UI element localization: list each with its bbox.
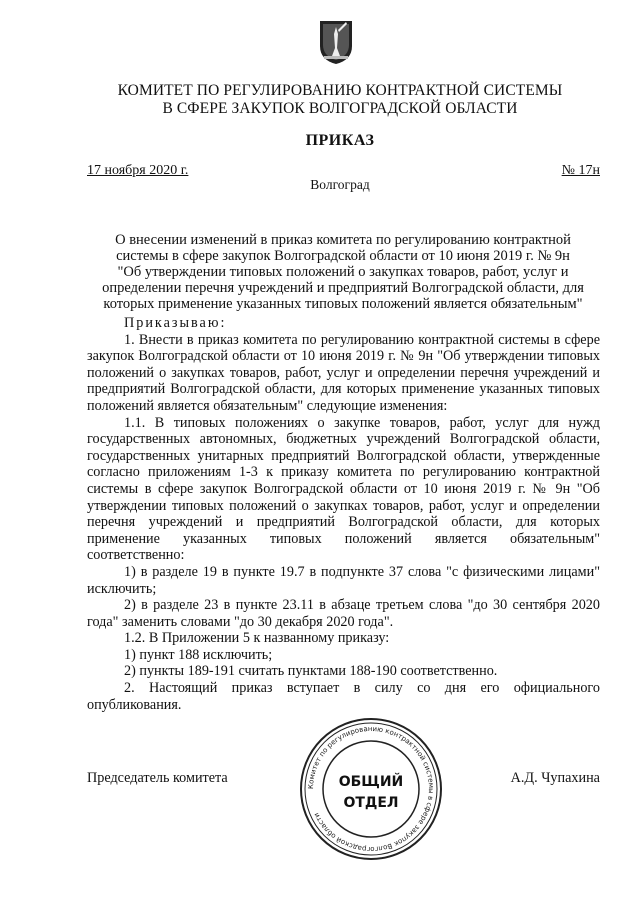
subject-line: "Об утверждении типовых положений о закупках товаров, работ, услуг и — [117, 264, 569, 280]
signatory-position: Председатель комитета — [87, 770, 228, 786]
document-title: ПРИКАЗ — [305, 132, 375, 149]
document-number: № 17н — [561, 163, 600, 178]
subject-line: системы в сфере закупок Волгоградской области от 10 июня 2019 г. № 9н — [116, 248, 570, 264]
official-stamp — [296, 714, 446, 864]
paragraph-1: 1. Внести в приказ комитета по регулированию контрактной системы в сфере закупок Волгоградской области от 10 июня 2019 г. № 9н "Об утверждении типовых положений о закупках товаров, работ, услуг и определении перечня учреждений и предприятий Волгоградской области, для которых применение указанных типовых положений является обязательным" следующие изменения: — [87, 331, 600, 414]
paragraph-1-1: 1.1. В типовых положениях о закупке товаров, работ, услуг для нужд государственных автономных, бюджетных учреждений Волгоградской области, государственных унитарных предприятий Волгоградской области, утвержденные согласно приложениям 1-3 к приказу комитета по регулированию контрактной системы в сфере закупок Волгоградской области от 10 июня 2019 г. № 9н "Об утверждении типовых положений о закупках товаров, работ, услуг и определении перечня учреждений и предприятий Волгоградской области, для которых применение указанных типовых положений является обязательным" соответственно: — [87, 414, 600, 564]
paragraph-1-2-item-2: 2) пункты 189-191 считать пунктами 188-190 соответственно. — [124, 663, 498, 680]
paragraph-1-2-item-1: 1) пункт 188 исключить; — [124, 646, 273, 663]
org-line-2: В СФЕРЕ ЗАКУПОК ВОЛГОГРАДСКОЙ ОБЛАСТИ — [162, 100, 518, 117]
order-word: Приказываю: — [124, 315, 227, 331]
document-body — [87, 315, 600, 713]
subject-line: которых применение указанных типовых положений является обязательным" — [103, 296, 583, 312]
stamp-center-line-1: ОБЩИЙ — [338, 774, 404, 790]
stamp-center-line-2: ОТДЕЛ — [343, 795, 399, 811]
signatory-name: А.Д. Чупахина — [510, 770, 600, 786]
coat-of-arms-emblem — [316, 18, 356, 66]
subject-line: О внесении изменений в приказ комитета по регулированию контрактной — [115, 232, 571, 248]
org-line-1: КОМИТЕТ ПО РЕГУЛИРОВАНИЮ КОНТРАКТНОЙ СИСТЕМЫ — [117, 82, 563, 99]
paragraph-1-1-item-1: 1) в разделе 19 в пункте 19.7 в подпункте 37 слова "с физическими лицами" исключить; — [87, 563, 600, 597]
organization-header — [80, 82, 600, 118]
subject-line: определении перечня учреждений и предприятий Волгоградской области, для — [102, 280, 584, 296]
document-date: 17 ноября 2020 г. — [87, 163, 189, 178]
paragraph-2: 2. Настоящий приказ вступает в силу со дня его официального опубликования. — [87, 680, 600, 713]
document-subject — [87, 232, 599, 312]
stamp-ring-path: Комитет по регулированию контрактной системы в сфере закупок Волгоградской области — [306, 724, 436, 854]
paragraph-1-1-item-2: 2) в разделе 23 в пункте 23.11 в абзаце третьем слова "до 30 сентября 2020 года" заменить словами "до 30 декабря 2020 года". — [87, 597, 600, 630]
document-city: Волгоград — [310, 177, 370, 192]
paragraph-1-2: 1.2. В Приложении 5 к названному приказу: — [124, 630, 390, 647]
